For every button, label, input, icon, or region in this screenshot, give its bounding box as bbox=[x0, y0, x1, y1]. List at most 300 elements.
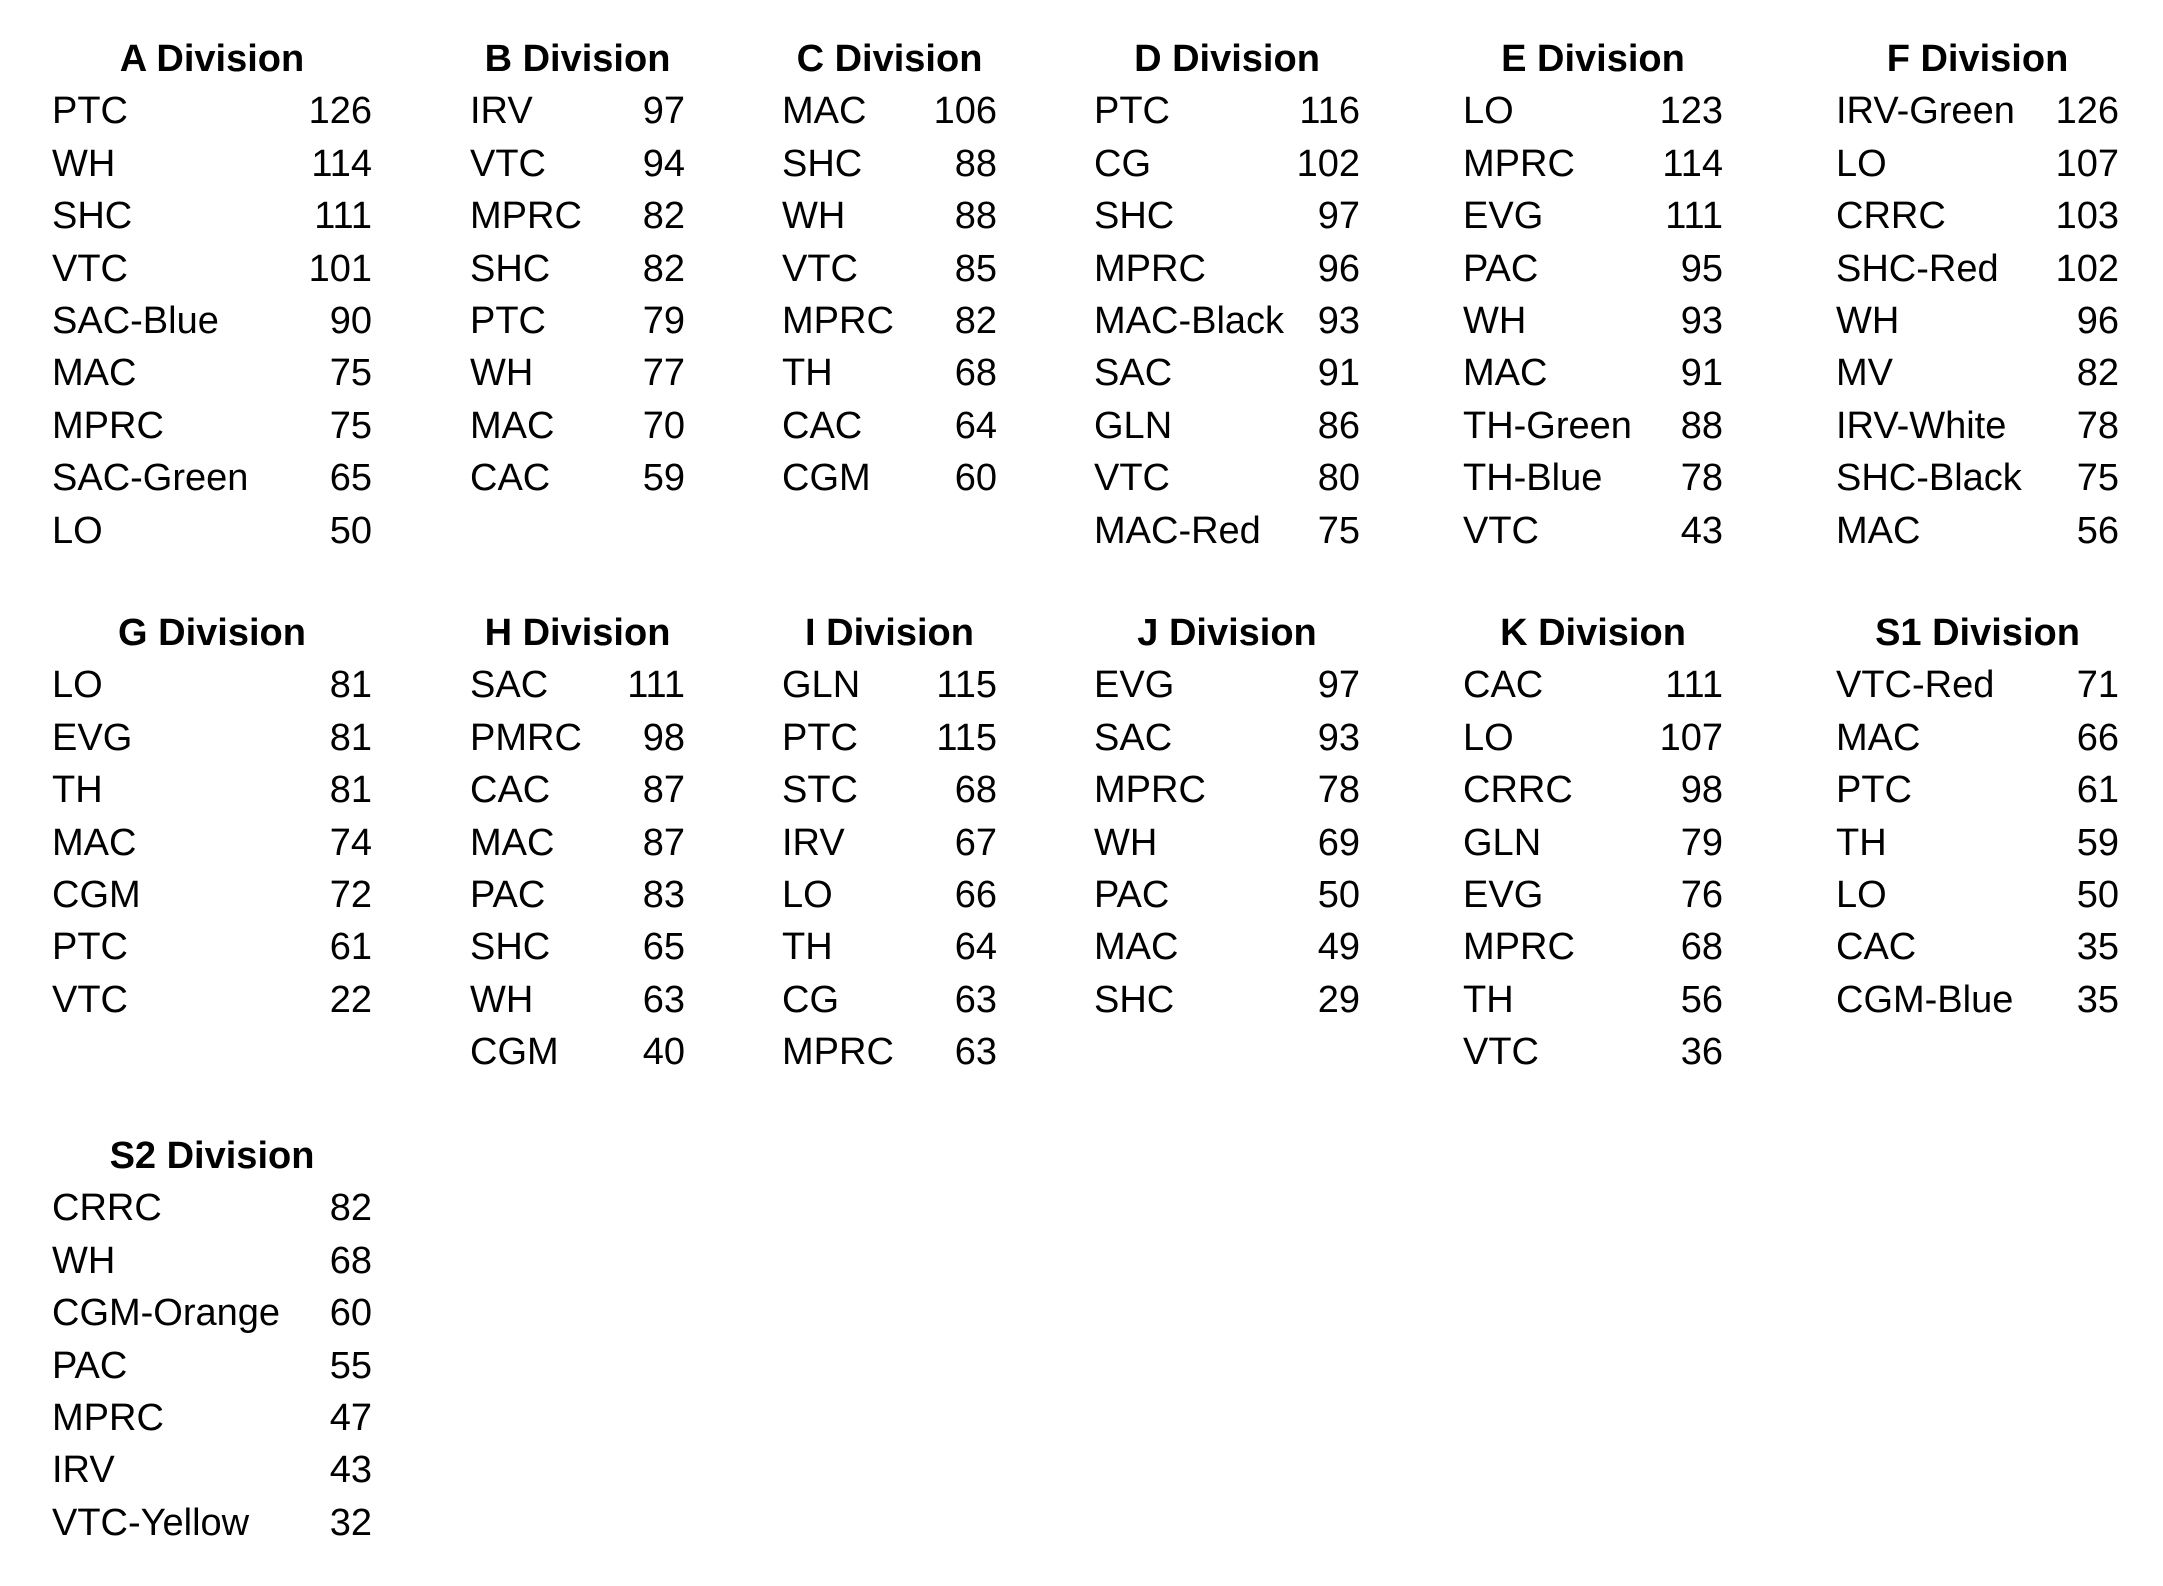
team-score: 49 bbox=[1317, 926, 1360, 969]
division-title: S1 Division bbox=[1875, 612, 2080, 654]
team-score: 86 bbox=[1317, 404, 1360, 447]
team-name: MAC bbox=[470, 821, 555, 864]
standings-row bbox=[1836, 659, 2119, 711]
standings-row bbox=[470, 243, 685, 295]
standings-row bbox=[1463, 505, 1723, 557]
team-score: 87 bbox=[642, 821, 685, 864]
team-name: MAC bbox=[782, 90, 867, 133]
team-name: SHC bbox=[1094, 978, 1175, 1021]
team-score: 97 bbox=[1317, 664, 1360, 707]
standings-row bbox=[52, 243, 372, 295]
team-name: MPRC bbox=[782, 1031, 894, 1074]
standings-row bbox=[1094, 452, 1360, 504]
team-score: 98 bbox=[642, 716, 685, 759]
team-name: SAC bbox=[1094, 716, 1173, 759]
team-name: IRV bbox=[52, 1449, 115, 1492]
team-score: 60 bbox=[954, 457, 997, 500]
standings-row bbox=[1836, 817, 2119, 869]
team-score: 97 bbox=[642, 90, 685, 133]
team-score: 82 bbox=[642, 195, 685, 238]
team-score: 93 bbox=[1317, 300, 1360, 342]
team-name: MPRC bbox=[1463, 926, 1575, 969]
team-score: 97 bbox=[1317, 195, 1360, 238]
team-score: 81 bbox=[329, 769, 372, 812]
standings-row bbox=[470, 1026, 685, 1078]
standings-row bbox=[1463, 974, 1723, 1026]
team-score: 77 bbox=[642, 352, 685, 395]
team-score: 107 bbox=[2055, 142, 2119, 185]
standings-row bbox=[52, 295, 372, 347]
team-score: 75 bbox=[329, 404, 372, 447]
team-score: 64 bbox=[954, 404, 997, 447]
team-name: PAC bbox=[470, 874, 546, 916]
team-name: TH bbox=[782, 926, 833, 969]
team-name: TH bbox=[1463, 978, 1514, 1021]
division-title: J Division bbox=[1137, 612, 1317, 654]
team-name: TH bbox=[782, 352, 833, 395]
team-name: CG bbox=[1094, 142, 1151, 185]
team-name: MAC bbox=[1836, 716, 1921, 759]
team-score: 61 bbox=[2076, 769, 2119, 812]
division-title: G Division bbox=[118, 612, 306, 654]
team-score: 56 bbox=[2076, 509, 2119, 552]
standings-row bbox=[782, 659, 997, 711]
standings-row bbox=[52, 869, 372, 921]
team-score: 63 bbox=[954, 1031, 997, 1074]
team-score: 43 bbox=[1680, 509, 1723, 552]
team-name: MAC-Red bbox=[1094, 509, 1261, 552]
standings-row bbox=[52, 1497, 372, 1549]
team-name: IRV-White bbox=[1836, 404, 2007, 447]
team-name: SHC-Black bbox=[1836, 457, 2022, 500]
team-name: TH bbox=[52, 769, 103, 812]
standings-row bbox=[1836, 712, 2119, 764]
standings-row bbox=[782, 243, 997, 295]
standings-row bbox=[470, 85, 685, 137]
team-name: VTC bbox=[1463, 1031, 1539, 1074]
standings-row bbox=[1463, 138, 1723, 190]
team-score: 87 bbox=[642, 769, 685, 812]
team-name: PTC bbox=[782, 716, 858, 759]
division-title: E Division bbox=[1501, 38, 1685, 80]
standings-row bbox=[1094, 712, 1360, 764]
team-score: 70 bbox=[642, 404, 685, 447]
standings-row bbox=[1463, 295, 1723, 347]
team-name: SAC bbox=[470, 664, 549, 707]
team-score: 56 bbox=[1680, 978, 1723, 1021]
team-name: WH bbox=[470, 978, 534, 1021]
team-score: 96 bbox=[2076, 300, 2119, 342]
standings-row bbox=[1463, 921, 1723, 973]
team-score: 126 bbox=[308, 90, 372, 133]
standings-row bbox=[782, 764, 997, 816]
standings-row bbox=[52, 764, 372, 816]
team-name: EVG bbox=[1463, 874, 1544, 916]
team-name: IRV bbox=[782, 821, 845, 864]
team-score: 79 bbox=[642, 300, 685, 342]
team-score: 75 bbox=[329, 352, 372, 395]
team-name: PAC bbox=[52, 1344, 128, 1387]
standings-row bbox=[470, 400, 685, 452]
standings-row bbox=[1094, 817, 1360, 869]
standings-row bbox=[1094, 764, 1360, 816]
team-score: 95 bbox=[1680, 247, 1723, 290]
standings-row bbox=[782, 712, 997, 764]
standings-row bbox=[52, 85, 372, 137]
team-name: LO bbox=[1836, 874, 1887, 916]
team-score: 102 bbox=[2055, 247, 2119, 290]
standings-row bbox=[470, 712, 685, 764]
team-name: VTC bbox=[1463, 509, 1539, 552]
team-score: 103 bbox=[2055, 195, 2119, 238]
standings-row bbox=[52, 1182, 372, 1234]
team-name: SAC-Blue bbox=[52, 300, 219, 342]
standings-row bbox=[52, 1340, 372, 1392]
team-score: 50 bbox=[2076, 874, 2119, 916]
division-title: H Division bbox=[484, 612, 671, 654]
team-score: 114 bbox=[311, 142, 372, 185]
standings-row bbox=[1463, 1026, 1723, 1078]
team-name: CRRC bbox=[1463, 769, 1573, 812]
division-title: D Division bbox=[1134, 38, 1320, 80]
team-name: WH bbox=[1463, 300, 1527, 342]
standings-row bbox=[470, 817, 685, 869]
standings-row bbox=[1836, 138, 2119, 190]
team-name: WH bbox=[1836, 300, 1900, 342]
standings-row bbox=[470, 452, 685, 504]
standings-row bbox=[52, 1235, 372, 1287]
standings-row bbox=[52, 712, 372, 764]
team-name: VTC bbox=[52, 978, 128, 1021]
division-title: F Division bbox=[1886, 38, 2069, 80]
team-score: 78 bbox=[1680, 457, 1723, 500]
team-name: CAC bbox=[470, 769, 551, 812]
standings-row bbox=[52, 347, 372, 399]
standings-row bbox=[1094, 295, 1360, 347]
team-score: 115 bbox=[936, 664, 997, 707]
team-score: 40 bbox=[642, 1031, 685, 1074]
standings-row bbox=[782, 347, 997, 399]
team-name: WH bbox=[782, 195, 846, 238]
team-name: PTC bbox=[52, 90, 128, 133]
team-name: SHC bbox=[1094, 195, 1175, 238]
team-name: CRRC bbox=[1836, 195, 1946, 238]
team-score: 102 bbox=[1296, 142, 1360, 185]
team-score: 111 bbox=[627, 664, 685, 707]
team-score: 115 bbox=[936, 716, 997, 759]
team-name: MPRC bbox=[52, 404, 164, 447]
team-score: 101 bbox=[308, 247, 372, 290]
standings-row bbox=[782, 295, 997, 347]
standings-row bbox=[470, 764, 685, 816]
team-name: CAC bbox=[1463, 664, 1544, 707]
standings-row bbox=[1094, 85, 1360, 137]
team-name: MAC bbox=[1094, 926, 1179, 969]
standings-row bbox=[1836, 347, 2119, 399]
standings-row bbox=[52, 452, 372, 504]
standings-row bbox=[782, 817, 997, 869]
team-name: PTC bbox=[470, 300, 546, 342]
standings-row bbox=[782, 85, 997, 137]
team-score: 68 bbox=[954, 352, 997, 395]
team-score: 78 bbox=[2076, 404, 2119, 447]
standings-row bbox=[1463, 243, 1723, 295]
team-score: 88 bbox=[954, 142, 997, 185]
team-score: 66 bbox=[954, 874, 997, 916]
standings-row bbox=[1836, 505, 2119, 557]
team-name: CGM-Orange bbox=[52, 1292, 281, 1335]
standings-row bbox=[52, 659, 372, 711]
team-name: VTC bbox=[52, 247, 128, 290]
team-name: SHC bbox=[52, 195, 133, 238]
standings-row bbox=[470, 974, 685, 1026]
standings-row bbox=[1463, 764, 1723, 816]
team-name: CG bbox=[782, 978, 839, 1021]
standings-row bbox=[1463, 85, 1723, 137]
team-name: GLN bbox=[1094, 404, 1173, 447]
team-score: 69 bbox=[1317, 821, 1360, 864]
team-score: 32 bbox=[329, 1501, 372, 1544]
team-score: 82 bbox=[329, 1187, 372, 1230]
team-name: MAC bbox=[1836, 509, 1921, 552]
team-score: 88 bbox=[954, 195, 997, 238]
standings-row bbox=[1094, 138, 1360, 190]
team-name: WH bbox=[52, 142, 116, 185]
team-name: VTC-Red bbox=[1836, 664, 1995, 707]
team-score: 68 bbox=[1680, 926, 1723, 969]
standings-row bbox=[1836, 869, 2119, 921]
team-score: 72 bbox=[329, 874, 372, 916]
team-name: WH bbox=[52, 1239, 116, 1282]
team-score: 61 bbox=[329, 926, 372, 969]
standings-row bbox=[470, 138, 685, 190]
team-name: IRV-Green bbox=[1836, 90, 2015, 133]
team-score: 75 bbox=[1317, 509, 1360, 552]
team-name: MAC bbox=[470, 404, 555, 447]
team-name: VTC bbox=[782, 247, 858, 290]
team-score: 93 bbox=[1680, 300, 1723, 342]
standings-row bbox=[782, 974, 997, 1026]
team-name: CGM-Blue bbox=[1836, 978, 2014, 1021]
standings-row bbox=[1836, 295, 2119, 347]
standings-row bbox=[1836, 190, 2119, 242]
standings-row bbox=[1463, 817, 1723, 869]
standings-row bbox=[1463, 190, 1723, 242]
team-name: CAC bbox=[470, 457, 551, 500]
team-score: 94 bbox=[642, 142, 685, 185]
division-title: K Division bbox=[1500, 612, 1686, 654]
standings-row bbox=[52, 138, 372, 190]
standings-row bbox=[470, 347, 685, 399]
team-score: 126 bbox=[2055, 90, 2119, 133]
team-score: 107 bbox=[1659, 716, 1723, 759]
team-score: 81 bbox=[329, 716, 372, 759]
team-name: MAC-Black bbox=[1094, 300, 1285, 342]
team-name: VTC bbox=[470, 142, 546, 185]
team-score: 111 bbox=[314, 195, 372, 238]
standings-row bbox=[1094, 243, 1360, 295]
standings-row bbox=[470, 190, 685, 242]
team-score: 123 bbox=[1659, 90, 1723, 133]
team-score: 65 bbox=[329, 457, 372, 500]
standings-row bbox=[782, 869, 997, 921]
standings-row bbox=[1094, 400, 1360, 452]
standings-row bbox=[52, 1287, 372, 1339]
team-score: 82 bbox=[642, 247, 685, 290]
team-name: MAC bbox=[52, 821, 137, 864]
team-score: 91 bbox=[1680, 352, 1723, 395]
team-name: EVG bbox=[1463, 195, 1544, 238]
team-score: 29 bbox=[1317, 978, 1360, 1021]
team-score: 79 bbox=[1680, 821, 1723, 864]
standings-row bbox=[1836, 764, 2119, 816]
team-score: 64 bbox=[954, 926, 997, 969]
standings-row bbox=[1463, 452, 1723, 504]
team-name: PTC bbox=[1094, 90, 1170, 133]
team-name: LO bbox=[1836, 142, 1887, 185]
team-name: PAC bbox=[1463, 247, 1539, 290]
team-score: 35 bbox=[2076, 926, 2119, 969]
standings-row bbox=[470, 921, 685, 973]
standings-row bbox=[782, 452, 997, 504]
team-score: 55 bbox=[329, 1344, 372, 1387]
standings-row bbox=[470, 659, 685, 711]
standings-row bbox=[782, 921, 997, 973]
team-name: SHC bbox=[470, 247, 551, 290]
team-name: MAC bbox=[52, 352, 137, 395]
team-score: 96 bbox=[1317, 247, 1360, 290]
team-score: 78 bbox=[1317, 769, 1360, 812]
team-name: MPRC bbox=[470, 195, 582, 238]
team-score: 82 bbox=[954, 300, 997, 342]
team-name: VTC-Yellow bbox=[52, 1501, 250, 1544]
division-title: I Division bbox=[805, 612, 974, 654]
team-score: 80 bbox=[1317, 457, 1360, 500]
division-title: A Division bbox=[119, 38, 305, 80]
team-score: 111 bbox=[1665, 195, 1723, 238]
standings-row bbox=[52, 190, 372, 242]
team-score: 36 bbox=[1680, 1031, 1723, 1074]
team-score: 111 bbox=[1665, 664, 1723, 707]
team-name: EVG bbox=[52, 716, 133, 759]
team-name: MAC bbox=[1463, 352, 1548, 395]
standings-row bbox=[52, 817, 372, 869]
team-name: TH-Green bbox=[1463, 404, 1632, 447]
team-score: 83 bbox=[642, 874, 685, 916]
standings-row bbox=[1094, 190, 1360, 242]
team-name: PTC bbox=[52, 926, 128, 969]
standings-row bbox=[1836, 974, 2119, 1026]
team-name: SAC-Green bbox=[52, 457, 249, 500]
standings-row bbox=[52, 505, 372, 557]
standings-row bbox=[1836, 921, 2119, 973]
standings-row bbox=[52, 400, 372, 452]
team-name: CAC bbox=[782, 404, 863, 447]
team-name: LO bbox=[1463, 716, 1514, 759]
standings-row bbox=[1836, 400, 2119, 452]
standings-row bbox=[1094, 921, 1360, 973]
team-name: PAC bbox=[1094, 874, 1170, 916]
team-name: CRRC bbox=[52, 1187, 162, 1230]
team-name: LO bbox=[52, 509, 103, 552]
standings-row bbox=[1463, 712, 1723, 764]
team-score: 91 bbox=[1317, 352, 1360, 395]
team-name: GLN bbox=[782, 664, 861, 707]
team-name: PMRC bbox=[470, 716, 582, 759]
team-name: WH bbox=[470, 352, 534, 395]
team-name: EVG bbox=[1094, 664, 1175, 707]
team-score: 59 bbox=[2076, 821, 2119, 864]
standings-row bbox=[1463, 347, 1723, 399]
team-score: 68 bbox=[329, 1239, 372, 1282]
standings-row bbox=[1463, 869, 1723, 921]
team-name: IRV bbox=[470, 90, 533, 133]
team-score: 74 bbox=[329, 821, 372, 864]
team-score: 43 bbox=[329, 1449, 372, 1492]
team-name: VTC bbox=[1094, 457, 1170, 500]
division-title: B Division bbox=[484, 38, 671, 80]
team-score: 114 bbox=[1662, 142, 1723, 185]
team-score: 60 bbox=[329, 1292, 372, 1335]
division-title: S2 Division bbox=[109, 1135, 315, 1177]
team-name: SHC-Red bbox=[1836, 247, 1999, 290]
standings-row bbox=[1463, 400, 1723, 452]
team-score: 63 bbox=[642, 978, 685, 1021]
standings-row bbox=[1094, 505, 1360, 557]
standings-row bbox=[1094, 347, 1360, 399]
standings-row bbox=[1836, 243, 2119, 295]
standings-row bbox=[52, 1392, 372, 1444]
team-score: 63 bbox=[954, 978, 997, 1021]
team-name: SHC bbox=[470, 926, 551, 969]
team-score: 35 bbox=[2076, 978, 2119, 1021]
team-name: MPRC bbox=[1094, 769, 1206, 812]
team-score: 50 bbox=[1317, 874, 1360, 916]
standings-row bbox=[52, 974, 372, 1026]
team-name: CGM bbox=[52, 874, 141, 916]
team-score: 75 bbox=[2076, 457, 2119, 500]
team-name: WH bbox=[1094, 821, 1158, 864]
standings-row bbox=[470, 295, 685, 347]
team-score: 98 bbox=[1680, 769, 1723, 812]
standings-row bbox=[1836, 85, 2119, 137]
team-score: 68 bbox=[954, 769, 997, 812]
team-name: TH bbox=[1836, 821, 1887, 864]
team-name: TH-Blue bbox=[1463, 457, 1603, 500]
team-name: MPRC bbox=[1094, 247, 1206, 290]
team-score: 81 bbox=[329, 664, 372, 707]
division-title: C Division bbox=[796, 38, 983, 80]
team-score: 106 bbox=[933, 90, 997, 133]
team-score: 66 bbox=[2076, 716, 2119, 759]
team-name: MV bbox=[1836, 352, 1893, 395]
standings-row bbox=[782, 138, 997, 190]
team-name: MPRC bbox=[52, 1397, 164, 1439]
team-name: CAC bbox=[1836, 926, 1917, 969]
team-name: LO bbox=[52, 664, 103, 707]
team-score: 71 bbox=[2076, 664, 2119, 707]
standings-row bbox=[782, 1026, 997, 1078]
standings-row bbox=[1463, 659, 1723, 711]
standings-row bbox=[470, 869, 685, 921]
team-score: 93 bbox=[1317, 716, 1360, 759]
team-name: GLN bbox=[1463, 821, 1542, 864]
team-score: 116 bbox=[1299, 90, 1360, 133]
team-score: 82 bbox=[2076, 352, 2119, 395]
team-score: 50 bbox=[329, 509, 372, 552]
team-name: SHC bbox=[782, 142, 863, 185]
team-name: LO bbox=[1463, 90, 1514, 133]
